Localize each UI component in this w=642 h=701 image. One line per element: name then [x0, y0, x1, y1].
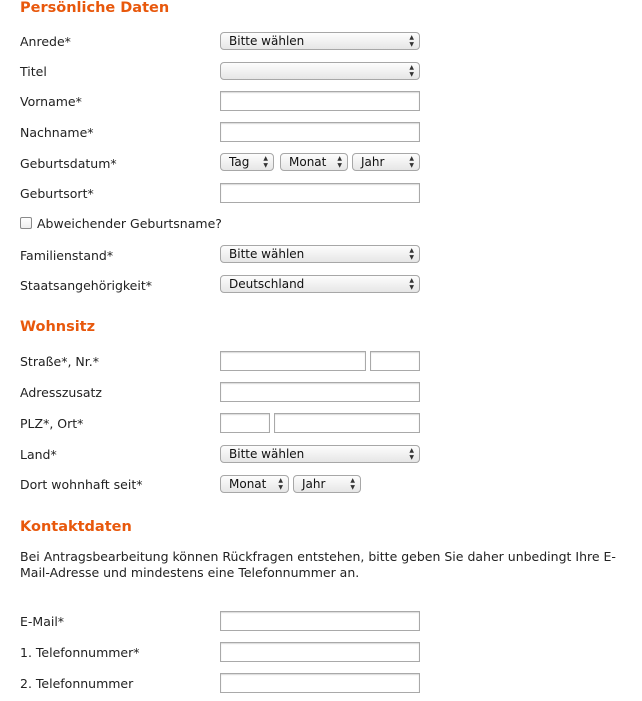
wohnhaft-seit-monat-select[interactable]	[220, 475, 289, 493]
strasse-label: Straße*, Nr.*	[20, 354, 99, 369]
tag-select-value: Tag	[229, 155, 250, 169]
updown-arrows-icon: ▲ ▼	[409, 155, 414, 169]
wohnhaft-seit-jahr-select[interactable]	[293, 475, 361, 493]
familienstand-select[interactable]	[220, 245, 420, 263]
anrede-select[interactable]	[220, 32, 420, 50]
staatsangehoerigkeit-select[interactable]	[220, 275, 420, 293]
wohnhaft-seit-label: Dort wohnhaft seit*	[20, 477, 143, 492]
section-title-personal: Persönliche Daten	[20, 0, 170, 16]
seit-monat-select-value: Monat	[229, 477, 267, 491]
geburtsort-label: Geburtsort*	[20, 186, 94, 201]
ort-input[interactable]	[274, 413, 420, 433]
geburtsdatum-monat-select[interactable]	[280, 153, 348, 171]
nachname-label: Nachname*	[20, 125, 94, 140]
updown-arrows-icon: ▲ ▼	[409, 64, 414, 78]
phone2-label: 2. Telefonnummer	[20, 676, 134, 691]
jahr-select-value: Jahr	[361, 155, 385, 169]
land-label: Land*	[20, 447, 57, 462]
updown-arrows-icon: ▲ ▼	[263, 155, 268, 169]
email-input[interactable]	[220, 611, 420, 631]
contact-description: Bei Antragsbearbeitung können Rückfragen entstehen, bitte geben Sie daher unbedingt Ihre E-Mail-Adresse und mindestens eine Telefonnummer an.	[20, 549, 616, 580]
phone2-input[interactable]	[220, 673, 420, 693]
monat-select-value: Monat	[289, 155, 327, 169]
abweichender-geburtsname-label: Abweichender Geburtsname?	[37, 216, 222, 231]
strasse-input[interactable]	[220, 351, 366, 371]
geburtsdatum-tag-select[interactable]	[220, 153, 274, 171]
plz-ort-label: PLZ*, Ort*	[20, 416, 84, 431]
updown-arrows-icon: ▲ ▼	[409, 247, 414, 261]
email-label: E-Mail*	[20, 614, 65, 629]
land-select[interactable]	[220, 445, 420, 463]
adresszusatz-input[interactable]	[220, 382, 420, 402]
geburtsort-input[interactable]	[220, 183, 420, 203]
abweichender-geburtsname-checkbox[interactable]	[20, 217, 32, 229]
updown-arrows-icon: ▲ ▼	[409, 34, 414, 48]
hausnummer-input[interactable]	[370, 351, 420, 371]
titel-label: Titel	[20, 64, 47, 79]
plz-input[interactable]	[220, 413, 270, 433]
phone1-input[interactable]	[220, 642, 420, 662]
phone1-label: 1. Telefonnummer*	[20, 645, 140, 660]
titel-select[interactable]	[220, 62, 420, 80]
anrede-label: Anrede*	[20, 34, 71, 49]
updown-arrows-icon: ▲ ▼	[409, 447, 414, 461]
nachname-input[interactable]	[220, 122, 420, 142]
section-title-residence: Wohnsitz	[20, 319, 96, 335]
familienstand-select-value: Bitte wählen	[229, 247, 305, 261]
geburtsdatum-label: Geburtsdatum*	[20, 156, 117, 171]
staatsangehoerigkeit-select-value: Deutschland	[229, 277, 305, 291]
updown-arrows-icon: ▲ ▼	[337, 155, 342, 169]
seit-jahr-select-value: Jahr	[302, 477, 326, 491]
updown-arrows-icon: ▲ ▼	[409, 277, 414, 291]
geburtsdatum-jahr-select[interactable]	[352, 153, 420, 171]
updown-arrows-icon: ▲ ▼	[350, 477, 355, 491]
vorname-label: Vorname*	[20, 94, 82, 109]
land-select-value: Bitte wählen	[229, 447, 305, 461]
adresszusatz-label: Adresszusatz	[20, 385, 102, 400]
staatsangehoerigkeit-label: Staatsangehörigkeit*	[20, 278, 153, 293]
section-title-contact: Kontaktdaten	[20, 519, 132, 535]
updown-arrows-icon: ▲ ▼	[278, 477, 283, 491]
familienstand-label: Familienstand*	[20, 248, 114, 263]
anrede-select-value: Bitte wählen	[229, 34, 305, 48]
vorname-input[interactable]	[220, 91, 420, 111]
